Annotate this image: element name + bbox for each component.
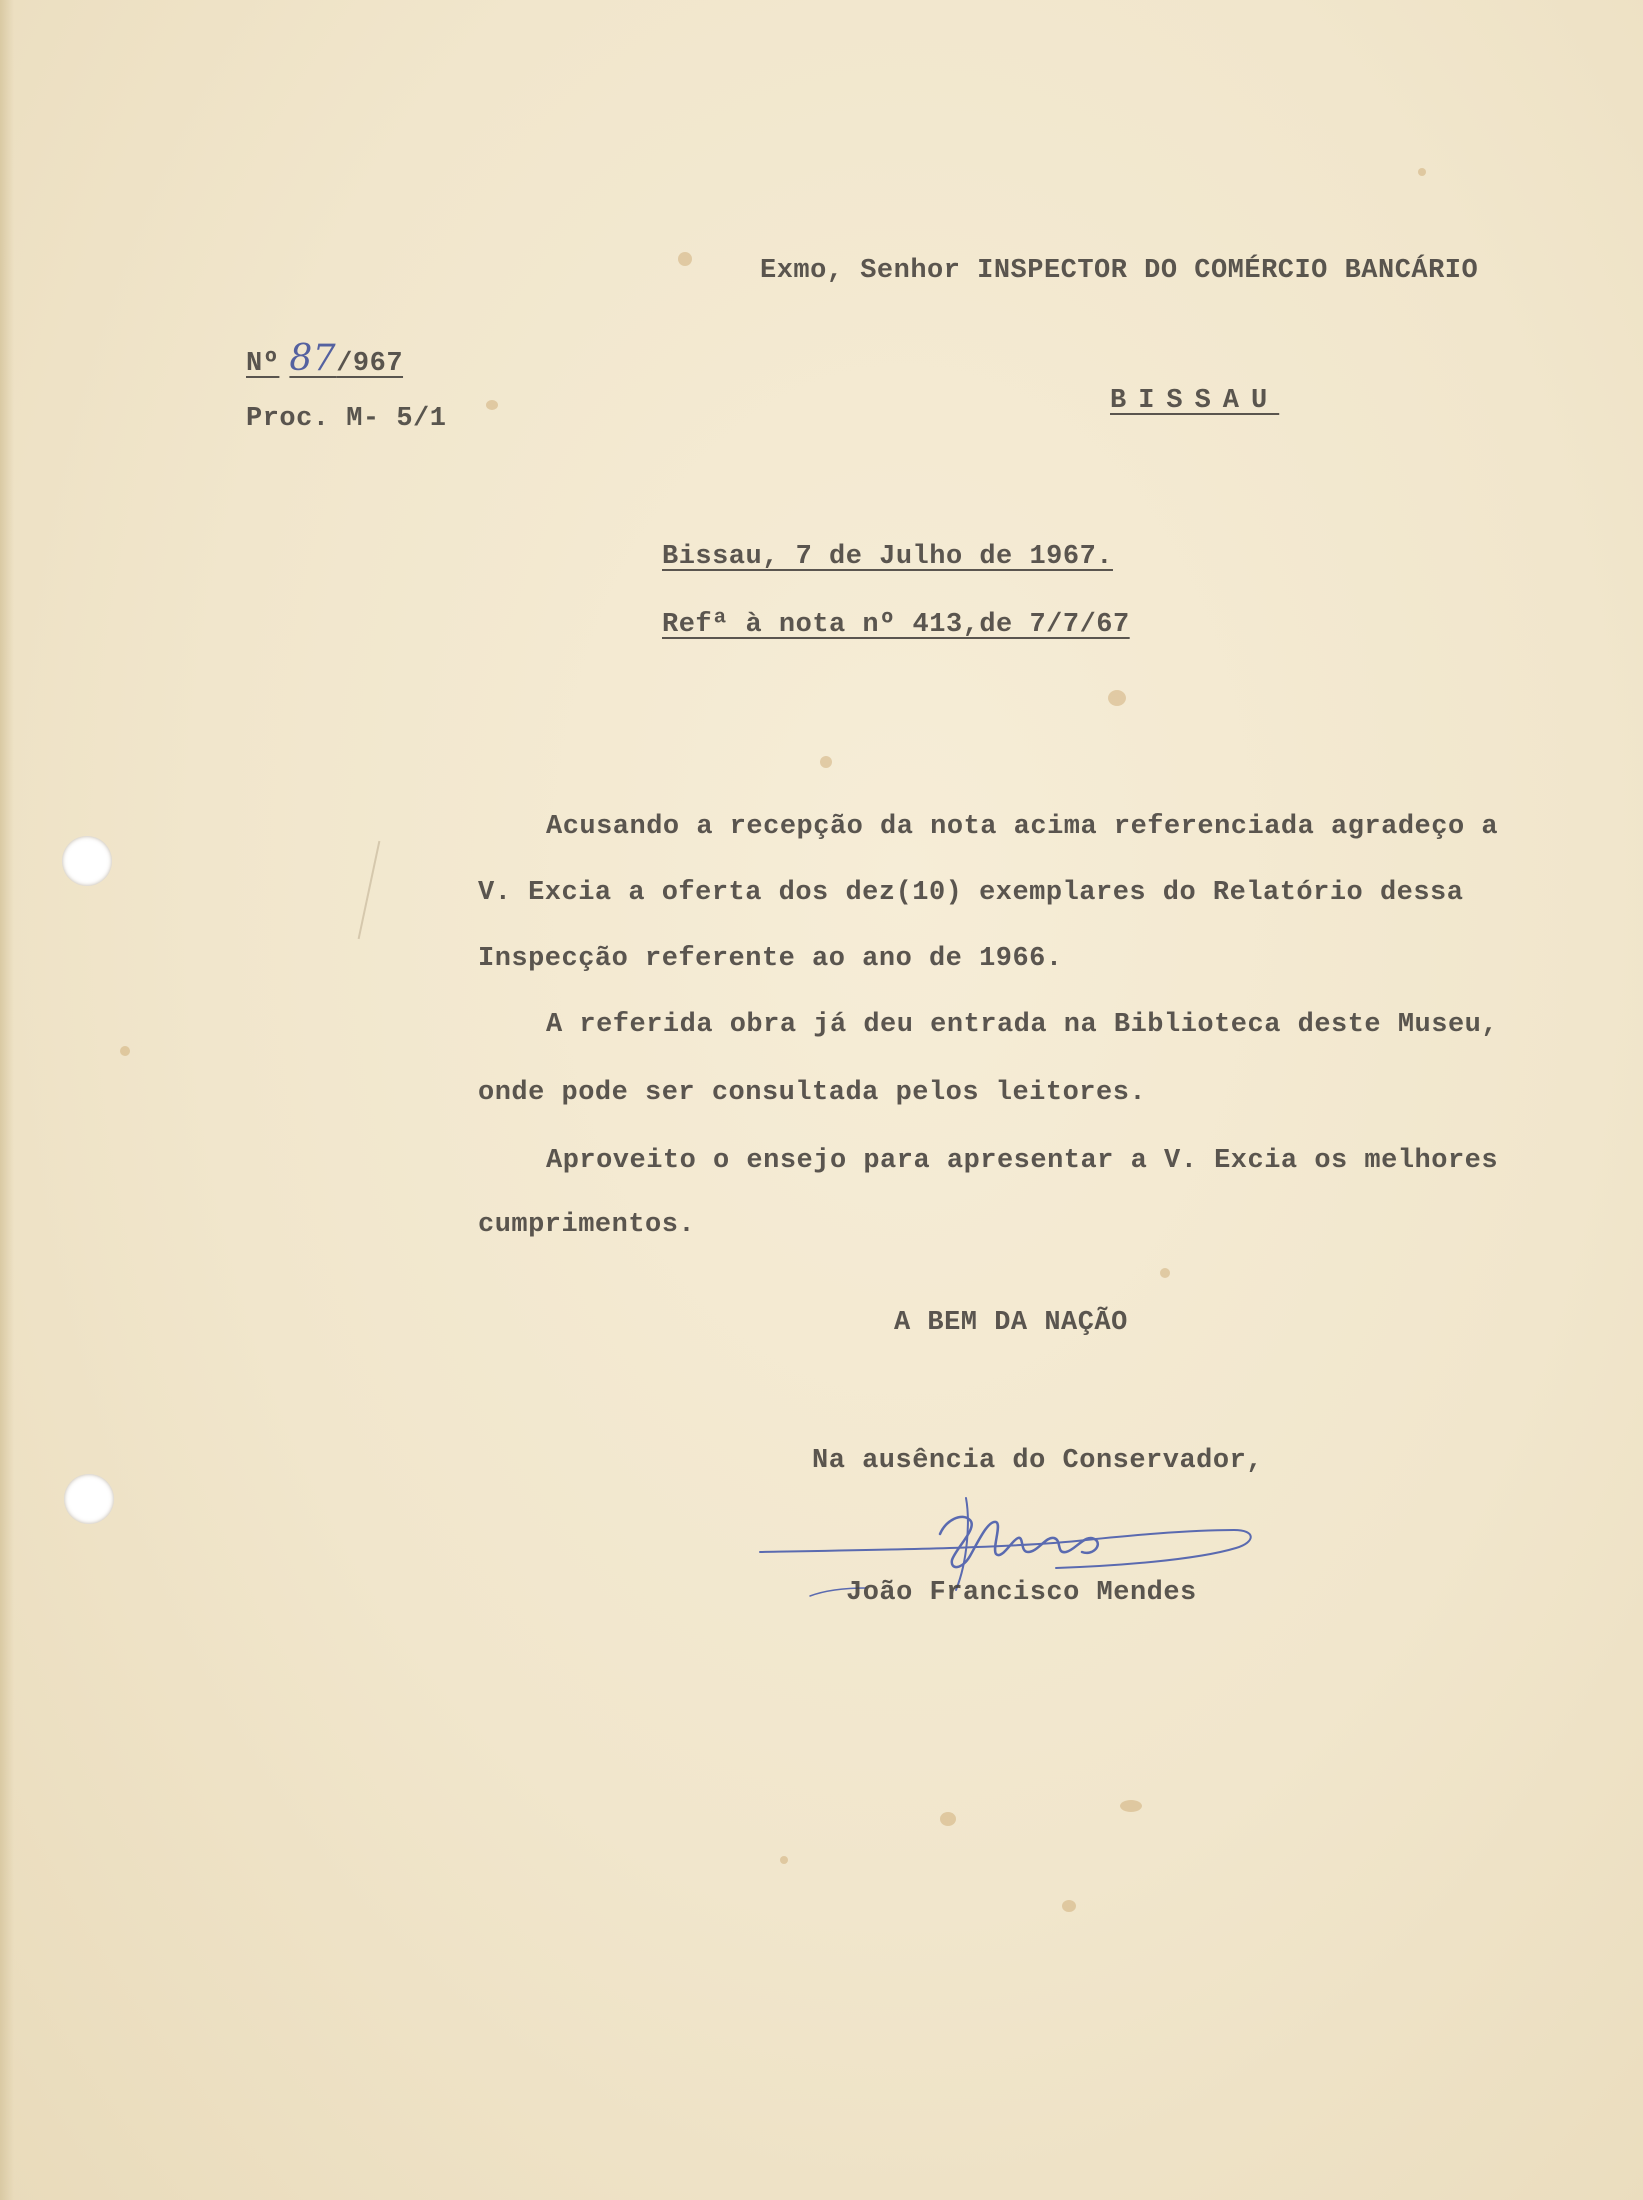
addressee-line: Exmo, Senhor INSPECTOR DO COMÉRCIO BANCÁRIO	[760, 256, 1479, 286]
stain-spot	[1160, 1268, 1170, 1278]
stain-spot	[940, 1812, 956, 1826]
stain-spot	[1120, 1800, 1142, 1812]
stain-spot	[780, 1856, 788, 1864]
punch-hole-top	[62, 836, 112, 886]
stain-spot	[1108, 690, 1126, 706]
punch-hole-bottom	[64, 1474, 114, 1524]
reference-number-handwritten: 87	[289, 338, 337, 379]
reference-note: Refª à nota nº 413,de 7/7/67	[662, 610, 1130, 640]
stain-spot	[120, 1046, 130, 1056]
reference-number-suffix: /967	[336, 349, 404, 379]
stain-spot	[1062, 1900, 1076, 1912]
stain-spot	[1418, 168, 1426, 176]
absence-line: Na ausência do Conservador,	[812, 1446, 1263, 1476]
body-paragraph-3-line-2: cumprimentos.	[478, 1210, 696, 1240]
paper-edge-shadow	[0, 0, 14, 2200]
closing-motto: A BEM DA NAÇÃO	[894, 1308, 1128, 1338]
stain-spot	[678, 252, 692, 266]
reference-number-prefix: Nº	[246, 349, 280, 379]
stain-spot	[486, 400, 498, 410]
reference-number	[246, 338, 403, 379]
body-paragraph-3-line-1: Aproveito o ensejo para apresentar a V. Excia os melhores	[546, 1146, 1499, 1176]
paper-crease	[358, 841, 381, 939]
body-paragraph-1-line-2: V. Excia a oferta dos dez(10) exemplares do Relatório dessa	[478, 878, 1464, 908]
body-paragraph-1-line-3: Inspecção referente ao ano de 1966.	[478, 944, 1063, 974]
city-heading: BISSAU	[1110, 386, 1280, 416]
stain-spot	[820, 756, 832, 768]
body-paragraph-2-line-1: A referida obra já deu entrada na Biblioteca deste Museu,	[546, 1010, 1499, 1040]
process-code: Proc. M- 5/1	[246, 404, 447, 434]
body-paragraph-2-line-2: onde pode ser consultada pelos leitores.	[478, 1078, 1147, 1108]
signatory-name: João Francisco Mendes	[846, 1578, 1197, 1608]
body-paragraph-1-line-1: Acusando a recepção da nota acima referenciada agradeço a	[546, 812, 1499, 842]
letter-date: Bissau, 7 de Julho de 1967.	[662, 542, 1113, 572]
